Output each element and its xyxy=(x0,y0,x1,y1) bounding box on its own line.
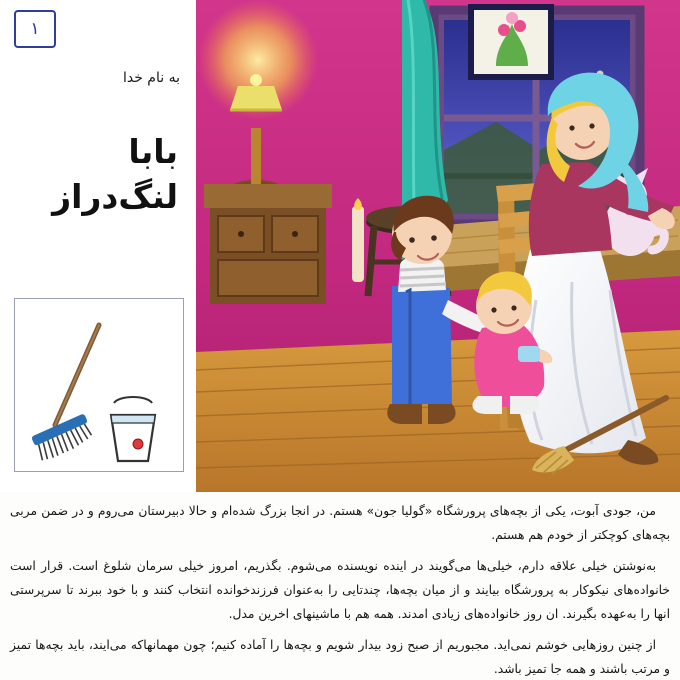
page-number-badge xyxy=(14,10,56,48)
main-illustration xyxy=(196,0,680,492)
page-number: ۱ xyxy=(30,19,40,39)
body-text xyxy=(10,500,670,680)
small-illustration-frame xyxy=(14,298,184,472)
mop-and-bucket-icon xyxy=(15,299,183,471)
paragraph-2: به‌نوشتن خیلی علاقه دارم، خیلی‌ها می‌گویند در اینده نویسنده می‌شوم. بگذریم، امروز خیلی سرمان شلوغ است. قرار است خانواده‌های نیکوکار به پرورشگاه بیایند و از میان بچه‌ها، چندتایی را به‌عنوان فرزندخوانده انتخاب کنند و با خود ببرند تا سرپرستی انها را به‌عهده بگیرند. ان روز خانواده‌های زیادی امدند. همه هم با ماشینهای اخرین مدل. xyxy=(10,558,670,621)
book-title-line-1: بابا xyxy=(128,132,178,171)
book-title-line-2: لنگ‌دراز xyxy=(52,176,178,216)
paragraph-1: من، جودی آبوت، یکی از بچه‌های پرورشگاه «گولیا جون» هستم. در انجا بزرگ شده‌ام و حالا دبیرستان می‌روم و در ضمن مربی بچه‌های کوچکتر از خودم هم هستم. xyxy=(10,504,670,542)
paragraph-3: از چنین روزهایی خوشم نمی‌اید. مجبوریم از صبح زود بیدار شویم و بچه‌ها را آماده کنیم؛ چون مهمانهاکه می‌ایند، باید بچه‌ها تمیز و مرتب باشند و همه جا تمیز باشد. xyxy=(10,637,670,676)
scene-artwork xyxy=(196,0,680,492)
besmellah-line: به نام خدا xyxy=(122,70,180,86)
page-title xyxy=(13,130,178,219)
left-column xyxy=(0,0,196,492)
